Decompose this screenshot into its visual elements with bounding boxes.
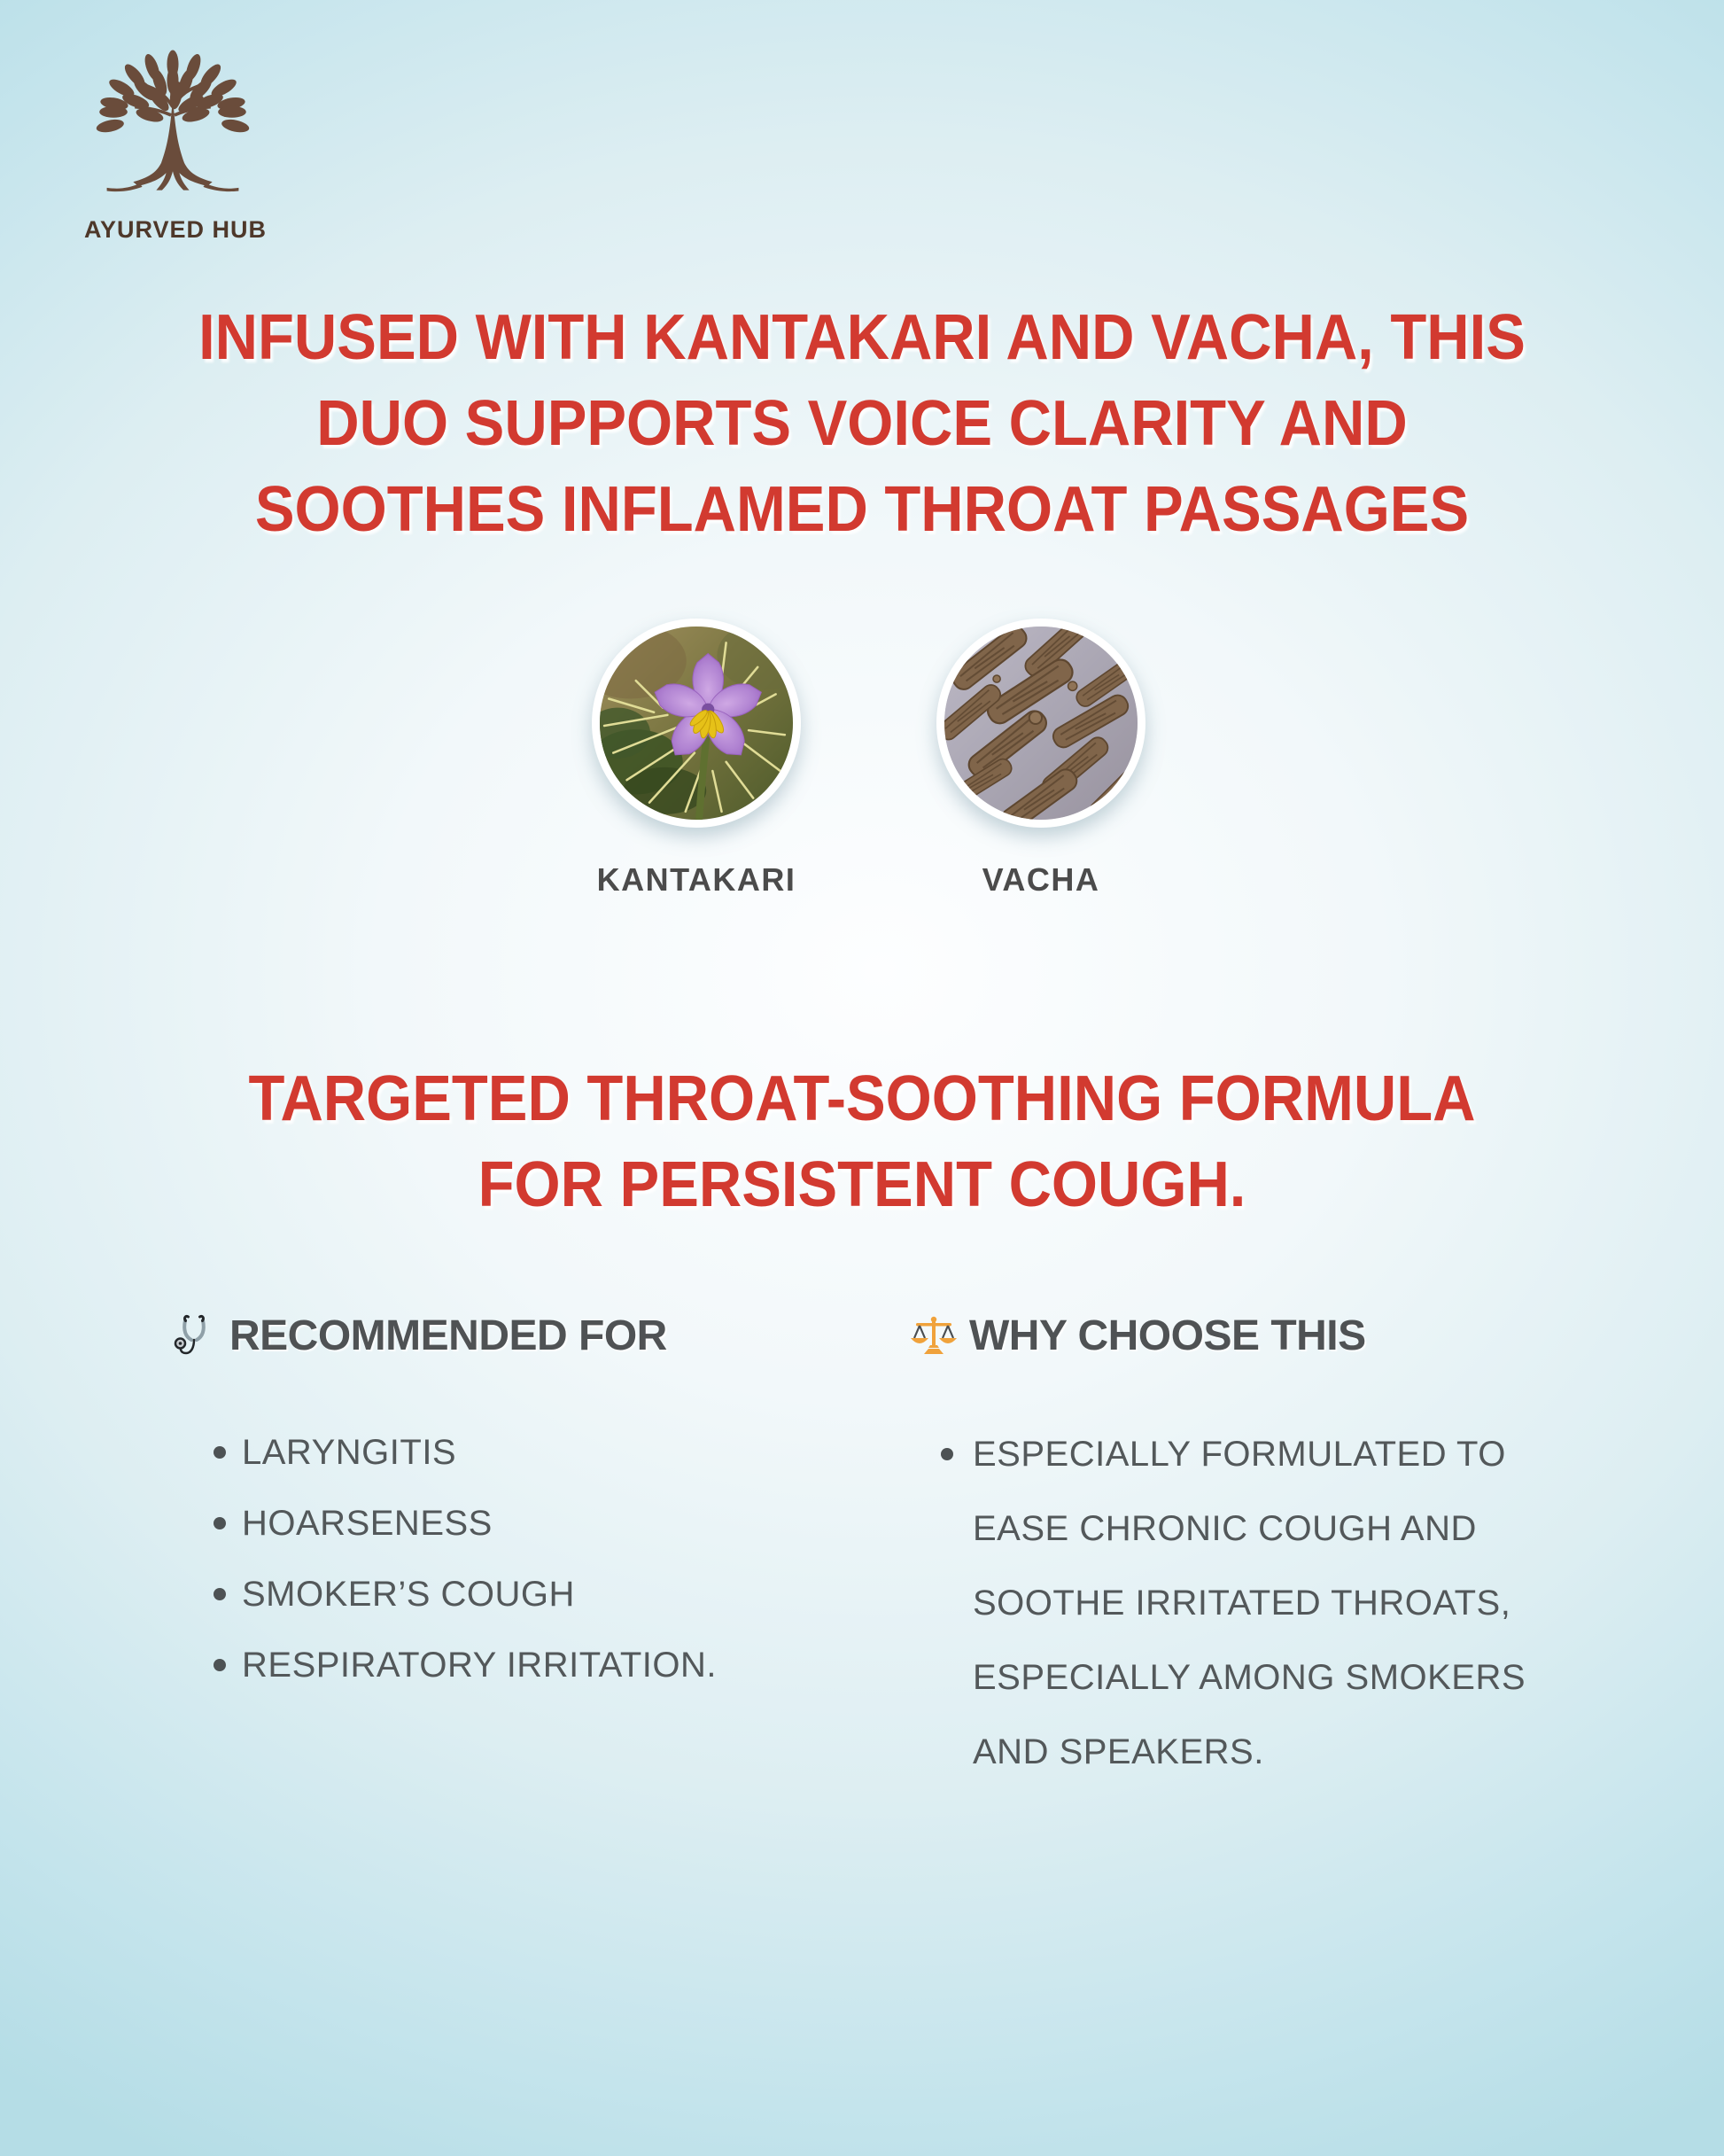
subheadline-line: TARGETED THROAT-SOOTHING FORMULA: [248, 1063, 1476, 1134]
subheadline: [60, 1056, 1664, 1228]
bullet-dot: [214, 1659, 226, 1671]
stethoscope-icon: [171, 1313, 217, 1359]
brand-name: AYURVED HUB: [84, 216, 268, 243]
subheadline-line: FOR PERSISTENT COUGH.: [478, 1149, 1246, 1220]
why-choose-this-list: [911, 1417, 1557, 1789]
vacha-photo: [936, 619, 1145, 828]
recommended-for-title: RECOMMENDED FOR: [229, 1312, 667, 1359]
bullet-dot: [214, 1446, 226, 1459]
why-choose-this-header: [911, 1312, 1557, 1360]
ingredient-vacha: [936, 619, 1145, 899]
balance-scale-icon: [911, 1315, 957, 1358]
headline-line: SOOTHES INFLAMED THROAT PASSAGES: [254, 474, 1470, 545]
kantakari-photo: [592, 619, 801, 828]
list-item: HOARSENESS: [171, 1488, 791, 1559]
tree-icon: [90, 46, 255, 207]
kantakari-label: KANTAKARI: [596, 861, 796, 898]
bullet-dot: [941, 1448, 953, 1460]
list-item: RESPIRATORY IRRITATION.: [171, 1630, 791, 1701]
headline-line: INFUSED WITH KANTAKARI AND VACHA, THIS: [198, 302, 1526, 373]
recommended-for-header: [171, 1312, 791, 1360]
recommended-for-section: [171, 1312, 791, 1701]
bullet-dot: [214, 1588, 226, 1600]
bullet-dot: [214, 1517, 226, 1529]
why-choose-this-title: WHY CHOOSE THIS: [969, 1312, 1366, 1359]
vacha-label: VACHA: [982, 861, 1100, 898]
recommended-for-list: [171, 1417, 791, 1701]
list-item: ESPECIALLY FORMULATED TO EASE CHRONIC COUGH AND SOOTHE IRRITATED THROATS, ESPECIALLY AMONG SMOKERS AND SPEAKERS.: [911, 1417, 1557, 1789]
brand-logo: [84, 46, 268, 244]
ingredient-kantakari: [592, 619, 801, 899]
headline: [60, 295, 1664, 553]
list-item: LARYNGITIS: [171, 1417, 791, 1488]
why-choose-this-section: [911, 1312, 1557, 1789]
list-item: SMOKER’S COUGH: [171, 1559, 791, 1630]
headline-line: DUO SUPPORTS VOICE CLARITY AND: [316, 388, 1408, 459]
